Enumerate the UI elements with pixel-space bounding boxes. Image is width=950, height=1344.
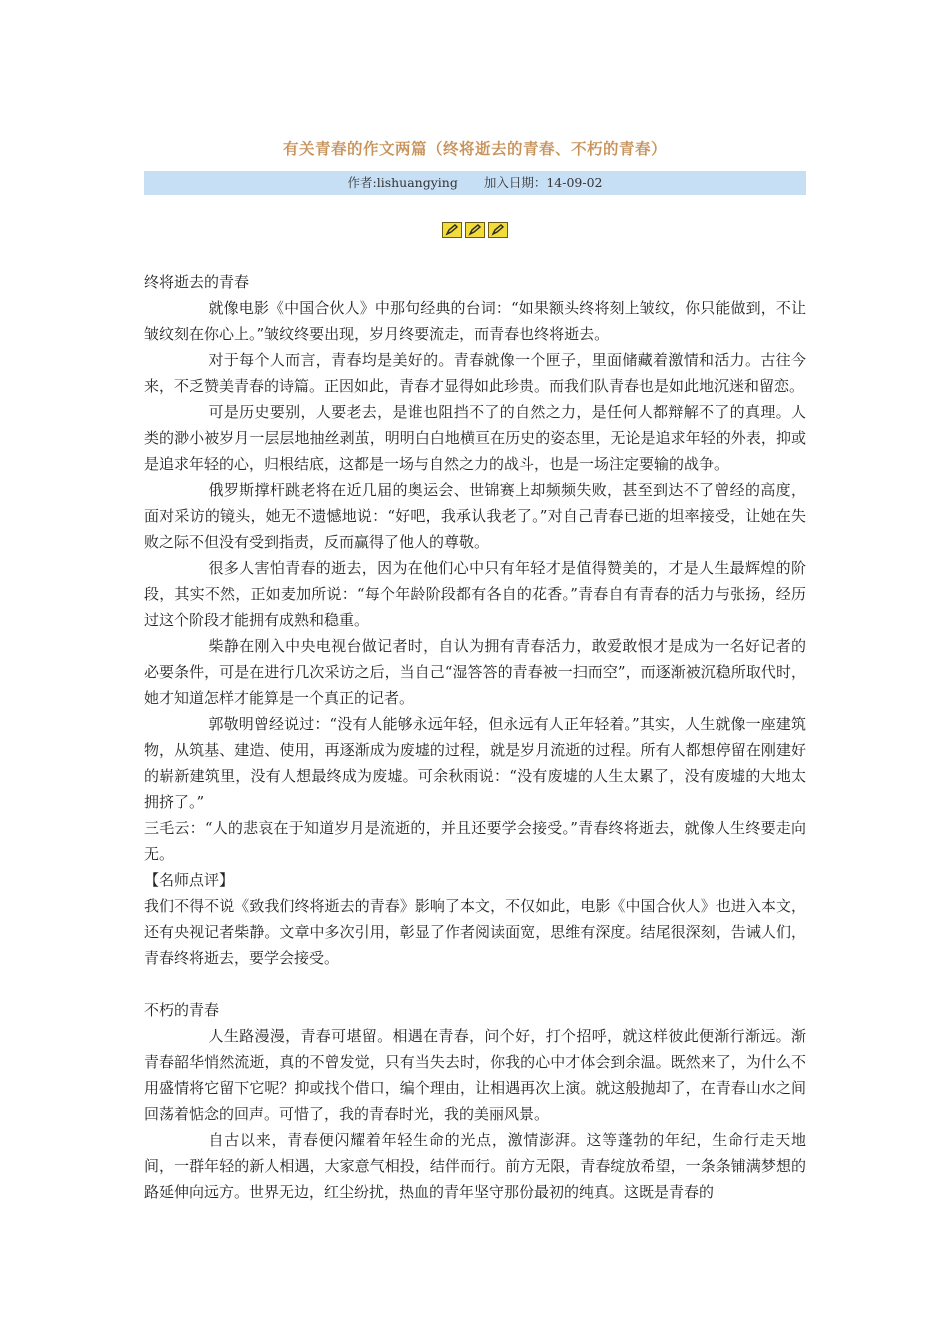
paragraph: 俄罗斯撑杆跳老将在近几届的奥运会、世锦赛上却频频失败，甚至到达不了曾经的高度，面对采访的镜头，她无不遗憾地说：“好吧，我承认我老了。”对自己青春已逝的坦率接受，让她在失败之际不但没有受到指责，反而赢得了他人的尊敬。 [144,481,806,551]
paragraph: 很多人害怕青春的逝去，因为在他们心中只有年轻才是值得赞美的，才是人生最辉煌的阶段，其实不然，正如麦加所说：“每个年龄阶段都有各自的花香。”青春自有青春的活力与张扬，经历过这个阶段才能拥有成熟和稳重。 [144,559,806,629]
paragraph: 就像电影《中国合伙人》中那句经典的台词：“如果额头终将刻上皱纹，你只能做到，不让皱纹刻在你心上。”皱纹终要出现，岁月终要流走，而青春也终将逝去。 [144,299,806,343]
edit-icon [465,222,485,238]
paragraph: 郭敬明曾经说过：“没有人能够永远年轻，但永远有人正年轻着。”其实，人生就像一座建筑物，从筑基、建造、使用，再逐渐成为废墟的过程，就是岁月流逝的过程。所有人都想停留在刚建好的崭新建筑里，没有人想最终成为废墟。可余秋雨说：“没有废墟的人生太累了，没有废墟的大地太拥挤了。” [144,715,806,811]
section-heading: 终将逝去的青春 [144,273,250,291]
paragraph: 对于每个人而言，青春均是美好的。青春就像一个匣子，里面储藏着激情和活力。古往今来，不乏赞美青春的诗篇。正因如此，青春才显得如此珍贵。而我们队青春也是如此地沉迷和留恋。 [144,351,806,395]
page-title: 有关青春的作文两篇（终将逝去的青春、不朽的青春） [282,139,667,158]
section-gap [144,971,806,997]
paragraph: 可是历史要别，人要老去，是谁也阻挡不了的自然之力，是任何人都辩解不了的真理。人类的渺小被岁月一层层地抽丝剥茧，明明白白地横亘在历史的姿态里，无论是追求年轻的外表，抑或是追求年轻的心，归根结底，这都是一场与自然之力的战斗，也是一场注定要输的战争。 [144,403,806,473]
section-heading: 不朽的青春 [144,1001,220,1019]
paragraph: 自古以来，青春便闪耀着年轻生命的光点，激情澎湃。这等蓬勃的年纪，生命行走天地间，一群年轻的新人相遇，大家意气相投，结伴而行。前方无限，青春绽放希望，一条条铺满梦想的路延伸向远方。世界无边，红尘纷扰，热血的青年坚守那份最初的纯真。这既是青春的 [144,1131,806,1201]
edit-icon [442,222,462,238]
closing-paragraph: 三毛云：“人的悲哀在于知道岁月是流逝的，并且还要学会接受。”青春终将逝去，就像人生终要走向无。 [144,819,806,863]
edit-icon [488,222,508,238]
article [144,0,806,1205]
article-body [144,269,806,1205]
comment-paragraph: 我们不得不说《致我们终将逝去的青春》影响了本文，不仅如此，电影《中国合伙人》也进入本文，还有央视记者柴静。文章中多次引用，彰显了作者阅读面宽，思维有深度。结尾很深刻，告诫人们，青春终将逝去，要学会接受。 [144,897,806,967]
date-label: 加入日期：14-09-02 [483,175,603,190]
author-label: 作者:lishuangying [347,175,458,190]
meta-bar [144,171,806,195]
paragraph: 柴静在刚入中央电视台做记者时，自认为拥有青春活力，敢爱敢恨才是成为一名好记者的必要条件，可是在进行几次采访之后，当自己“湿答答的青春被一扫而空”，而逐渐被沉稳所取代时，她才知道怎样才能算是一个真正的记者。 [144,637,806,707]
paragraph: 人生路漫漫，青春可堪留。相遇在青春，问个好，打个招呼，就这样彼此便渐行渐远。渐青春韶华悄然流逝，真的不曾发觉，只有当失去时，你我的心中才体会到余温。既然来了，为什么不用盛情将它留下它呢？抑或找个借口，编个理由，让相遇再次上演。就这般抛却了，在青春山水之间回荡着惦念的回声。可惜了，我的青春时光，我的美丽风景。 [144,1027,806,1123]
rating-icons [144,219,806,239]
comment-label: 【名师点评】 [144,871,235,889]
